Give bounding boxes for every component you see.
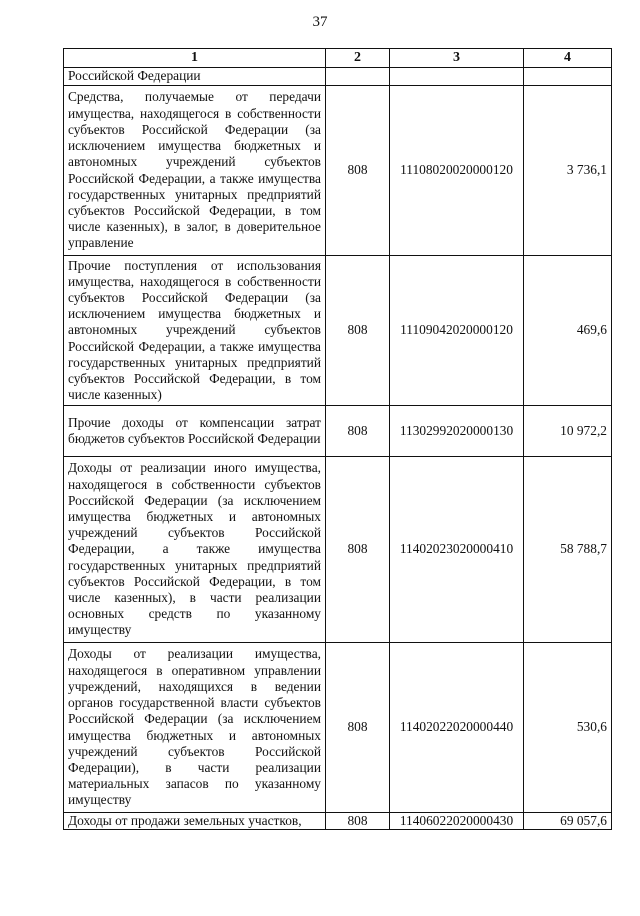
revenue-table: [63, 48, 612, 830]
row-admin-code: 808: [326, 256, 390, 406]
row-description: Доходы от продажи земельных участков,: [64, 813, 326, 830]
column-header-2: 2: [326, 49, 390, 68]
row-budget-code: 11302992020000130: [390, 406, 524, 457]
row-admin-code: 808: [326, 643, 390, 813]
row-admin-code: 808: [326, 86, 390, 256]
empty-cell: [390, 68, 524, 86]
row-amount: 469,6: [524, 256, 612, 406]
table-row: [64, 457, 612, 643]
row-admin-code: 808: [326, 813, 390, 830]
row-admin-code: 808: [326, 457, 390, 643]
table-row: [64, 643, 612, 813]
row-amount: 58 788,7: [524, 457, 612, 643]
row-description: Прочие доходы от компенсации затрат бюджетов субъектов Российской Федерации: [64, 406, 326, 457]
continuation-text: Российской Федерации: [64, 68, 326, 86]
row-description: Доходы от реализации имущества, находящегося в оперативном управлении учреждений, находящихся в ведении органов государственной власти субъектов Российской Федерации (за исключением имущества бюджетных и автономных учреждений субъектов Российской Федерации), в части реализации материальных запасов по указанному имуществу: [64, 643, 326, 813]
row-description: Доходы от реализации иного имущества, находящегося в собственности субъектов Российской Федерации (за исключением имущества бюджетных и автономных учреждений субъектов Российской Федерации, а также имущества государственных унитарных предприятий субъектов Российской Федерации, в том числе казенных), в части реализации основных средств по указанному имуществу: [64, 457, 326, 643]
row-description: Средства, получаемые от передачи имущества, находящегося в собственности субъектов Российской Федерации (за исключением имущества бюджетных и автономных учреждений субъектов Российской Федерации, а также имущества государственных унитарных предприятий субъектов Российской Федерации, в том числе казенных), в залог, в доверительное управление: [64, 86, 326, 256]
row-admin-code: 808: [326, 406, 390, 457]
row-amount: 69 057,6: [524, 813, 612, 830]
table-row: [64, 256, 612, 406]
row-amount: 530,6: [524, 643, 612, 813]
table-row: [64, 813, 612, 830]
row-budget-code: 11402023020000410: [390, 457, 524, 643]
empty-cell: [524, 68, 612, 86]
table-row-continuation: [64, 68, 612, 86]
page-number: 37: [312, 14, 328, 30]
row-description: Прочие поступления от использования имущества, находящегося в собственности субъектов Российской Федерации (за исключением имущества бюджетных и автономных учреждений субъектов Российской Федерации, а также имущества государственных унитарных предприятий субъектов Российской Федерации, в том числе казенных): [64, 256, 326, 406]
table-header-row: [64, 49, 612, 68]
table-row: [64, 406, 612, 457]
row-amount: 3 736,1: [524, 86, 612, 256]
row-budget-code: 11406022020000430: [390, 813, 524, 830]
row-budget-code: 11402022020000440: [390, 643, 524, 813]
column-header-1: 1: [64, 49, 326, 68]
row-budget-code: 11109042020000120: [390, 256, 524, 406]
row-amount: 10 972,2: [524, 406, 612, 457]
column-header-3: 3: [390, 49, 524, 68]
row-budget-code: 11108020020000120: [390, 86, 524, 256]
table-row: [64, 86, 612, 256]
empty-cell: [326, 68, 390, 86]
column-header-4: 4: [524, 49, 612, 68]
